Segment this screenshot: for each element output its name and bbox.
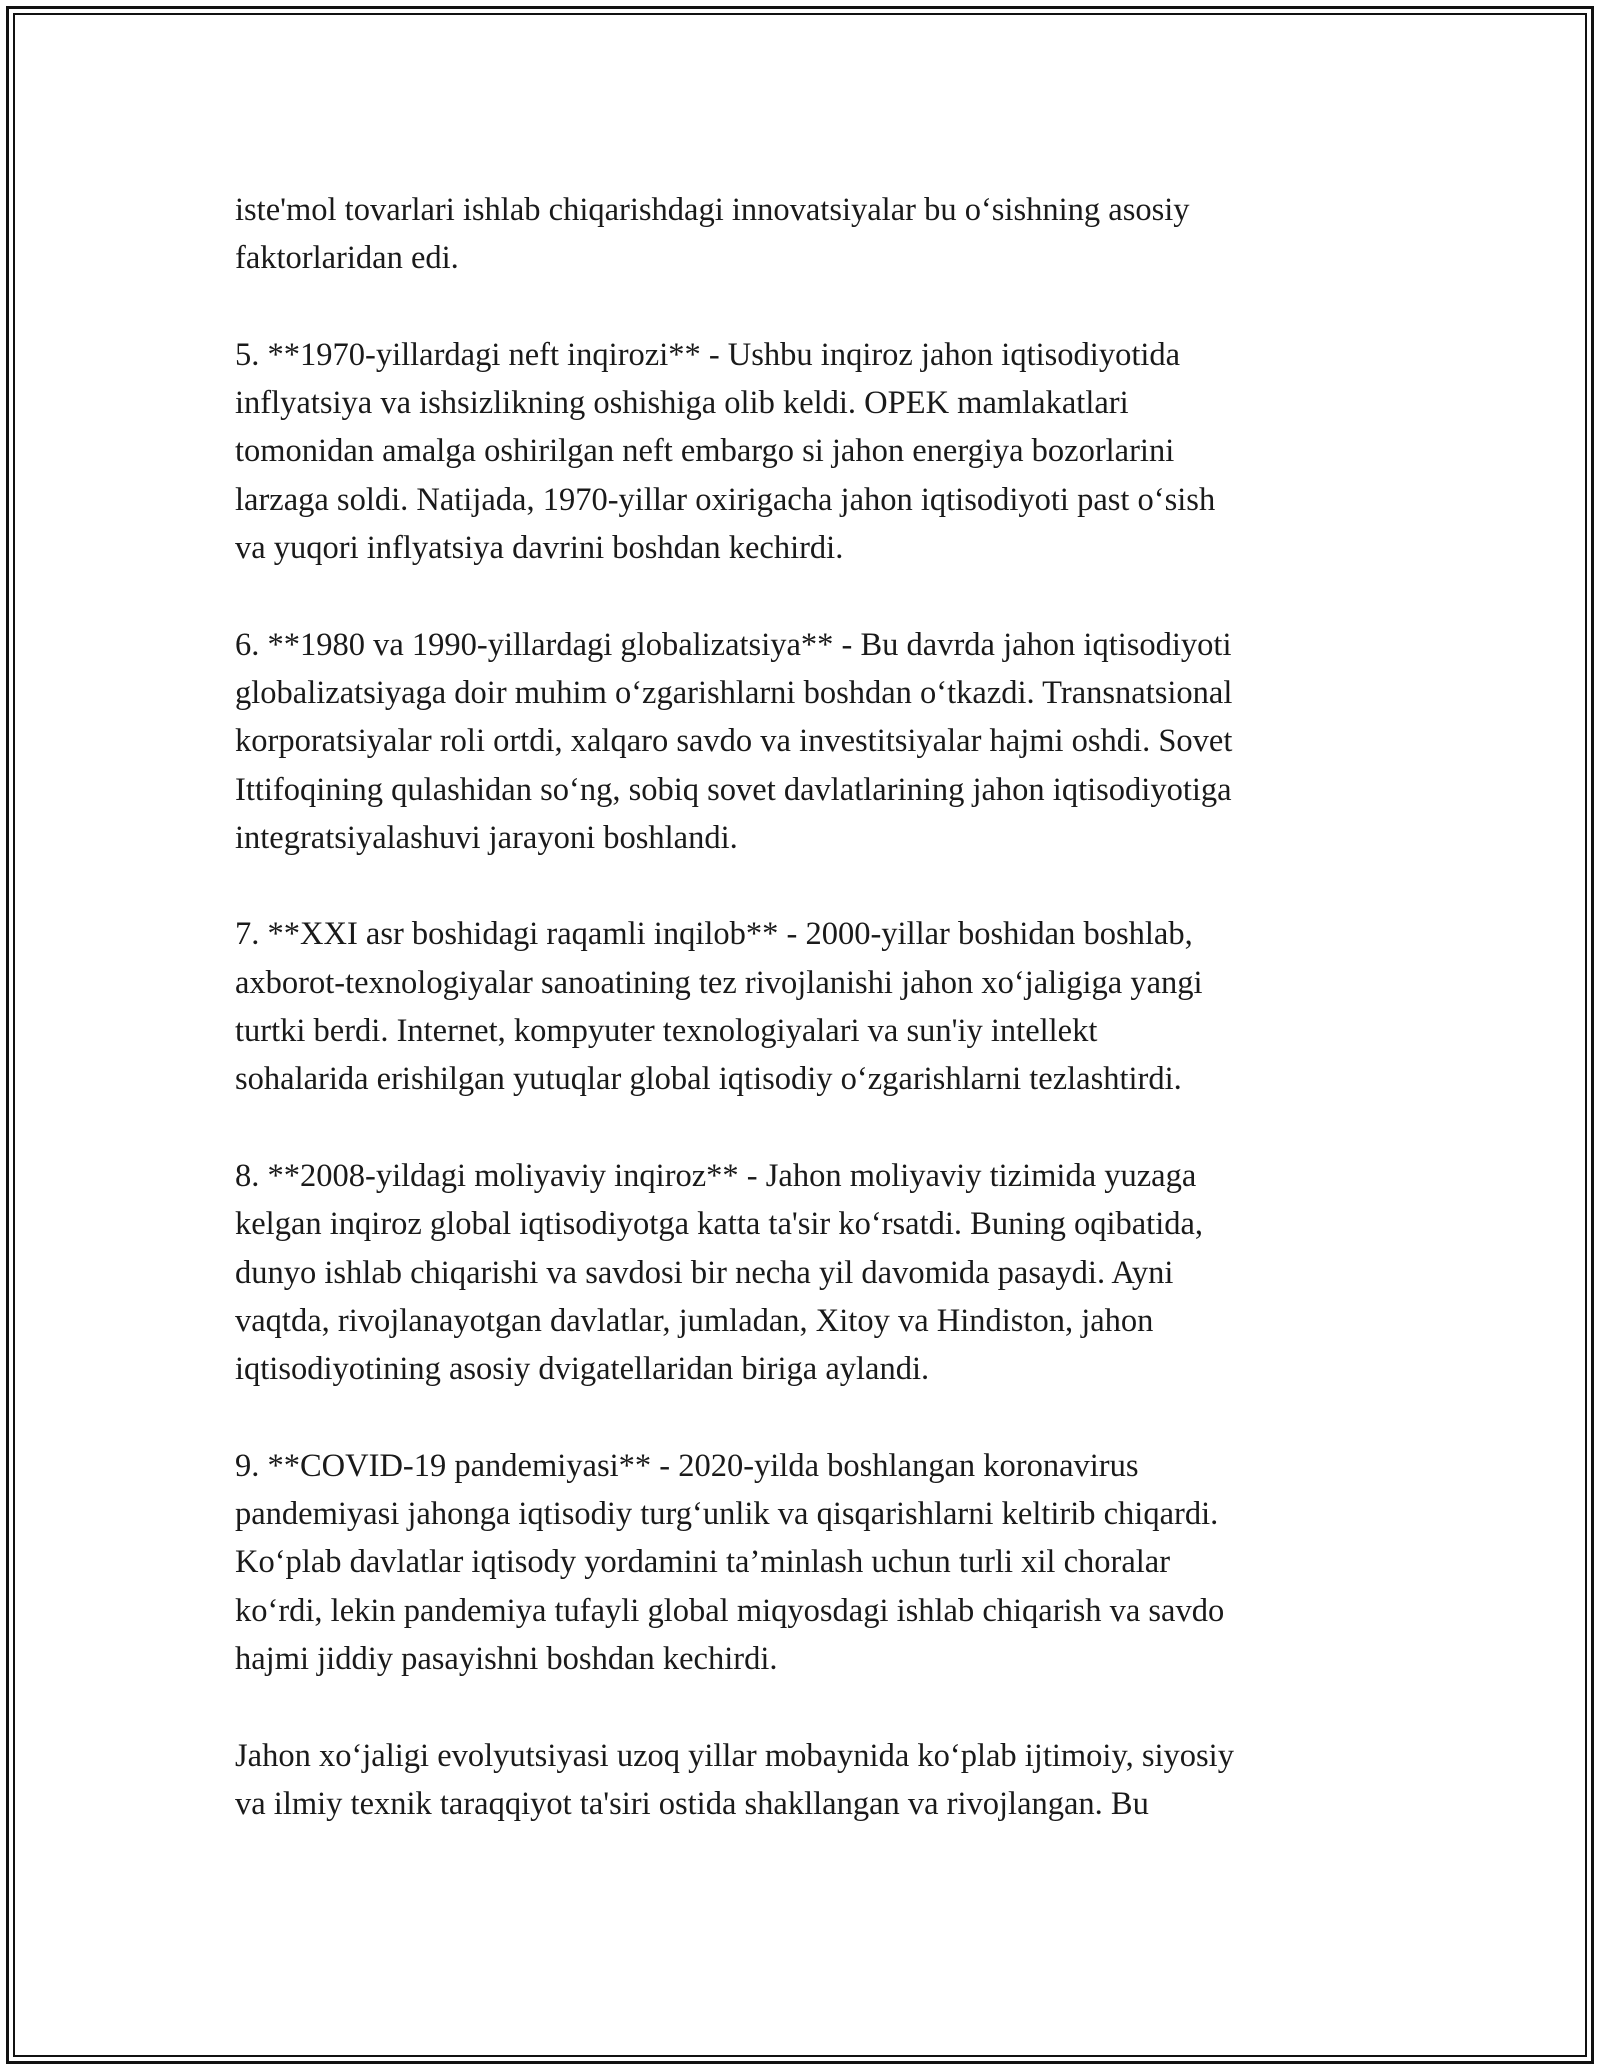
- text-line: 5. **1970-yillardagi neft inqirozi** - Ushbu inqiroz jahon iqtisodiyotida: [235, 336, 1181, 373]
- text-line: ko‘rdi, lekin pandemiya tufayli global miqyosdagi ishlab chiqarish va savdo: [235, 1592, 1225, 1629]
- text-line: hajmi jiddiy pasayishni boshdan kechirdi.: [235, 1640, 778, 1677]
- text-line: vaqtda, rivojlanayotgan davlatlar, jumladan, Xitoy va Hindiston, jahon: [235, 1302, 1154, 1339]
- text-line: kelgan inqiroz global iqtisodiyotga katta ta'sir ko‘rsatdi. Buning oqibatida,: [235, 1206, 1204, 1243]
- paragraph-intro-continuation: [235, 186, 1375, 283]
- paragraph-gap: [235, 572, 1375, 620]
- text-line: Ittifoqining qulashidan so‘ng, sobiq sovet davlatlarining jahon iqtisodiyotiga: [235, 771, 1232, 808]
- text-line: dunyo ishlab chiqarishi va savdosi bir necha yil davomida pasaydi. Ayni: [235, 1254, 1174, 1291]
- text-line: iste'mol tovarlari ishlab chiqarishdagi innovatsiyalar bu o‘sishning asosiy: [235, 192, 1190, 228]
- paragraph-item-8: [235, 1152, 1375, 1393]
- text-line: va yuqori inflyatsiya davrini boshdan kechirdi.: [235, 530, 844, 567]
- text-line: 9. **COVID-19 pandemiyasi** - 2020-yilda boshlangan koronavirus: [235, 1447, 1139, 1484]
- text-line: tomonidan amalga oshirilgan neft embargo si jahon energiya bozorlarini: [235, 433, 1175, 470]
- text-line: iqtisodiyotining asosiy dvigatellaridan biriga aylandi.: [235, 1351, 930, 1388]
- text-line: Ko‘plab davlatlar iqtisody yordamini ta’minlash uchun turli xil choralar: [235, 1544, 1171, 1581]
- text-line: turtki berdi. Internet, kompyuter texnologiyalari va sun'iy intellekt: [235, 1013, 1098, 1050]
- text-line: Jahon xo‘jaligi evolyutsiyasi uzoq yillar mobaynida ko‘plab ijtimoiy, siyosiy: [235, 1737, 1234, 1774]
- text-line: faktorlaridan edi.: [235, 240, 459, 277]
- paragraph-gap: [235, 1683, 1375, 1731]
- paragraph-conclusion: [235, 1732, 1375, 1829]
- text-line: pandemiyasi jahonga iqtisodiy turg‘unlik va qisqarishlarni keltirib chiqardi.: [235, 1496, 1219, 1533]
- paragraph-gap: [235, 1393, 1375, 1441]
- text-line: inflyatsiya va ishsizlikning oshishiga olib keldi. OPEK mamlakatlari: [235, 385, 1129, 422]
- text-line: larzaga soldi. Natijada, 1970-yillar oxirigacha jahon iqtisodiyoti past o‘sish: [235, 481, 1216, 518]
- document-body: [235, 186, 1375, 1828]
- paragraph-item-9: [235, 1442, 1375, 1683]
- paragraph-gap: [235, 1104, 1375, 1152]
- text-line: globalizatsiyaga doir muhim o‘zgarishlarni boshdan o‘tkazdi. Transnatsional: [235, 674, 1233, 711]
- paragraph-gap: [235, 283, 1375, 331]
- text-line: axborot-texnologiyalar sanoatining tez rivojlanishi jahon xo‘jaligiga yangi: [235, 964, 1203, 1001]
- text-line: sohalarida erishilgan yutuqlar global iqtisodiy o‘zgarishlarni tezlashtirdi.: [235, 1061, 1182, 1098]
- text-line: korporatsiyalar roli ortdi, xalqaro savdo va investitsiyalar hajmi oshdi. Sovet: [235, 723, 1233, 760]
- text-line: 6. **1980 va 1990-yillardagi globalizatsiya** - Bu davrda jahon iqtisodiyoti: [235, 626, 1232, 663]
- text-line: va ilmiy texnik taraqqiyot ta'siri ostida shakllangan va rivojlangan. Bu: [235, 1785, 1149, 1822]
- text-line: 8. **2008-yildagi moliyaviy inqiroz** - Jahon moliyaviy tizimida yuzaga: [235, 1157, 1197, 1194]
- paragraph-gap: [235, 862, 1375, 910]
- paragraph-item-6: [235, 621, 1375, 862]
- text-line: integratsiyalashuvi jarayoni boshlandi.: [235, 819, 738, 856]
- paragraph-item-5: [235, 331, 1375, 572]
- text-line: 7. **XXI asr boshidagi raqamli inqilob** - 2000-yillar boshidan boshlab,: [235, 916, 1193, 953]
- paragraph-item-7: [235, 910, 1375, 1103]
